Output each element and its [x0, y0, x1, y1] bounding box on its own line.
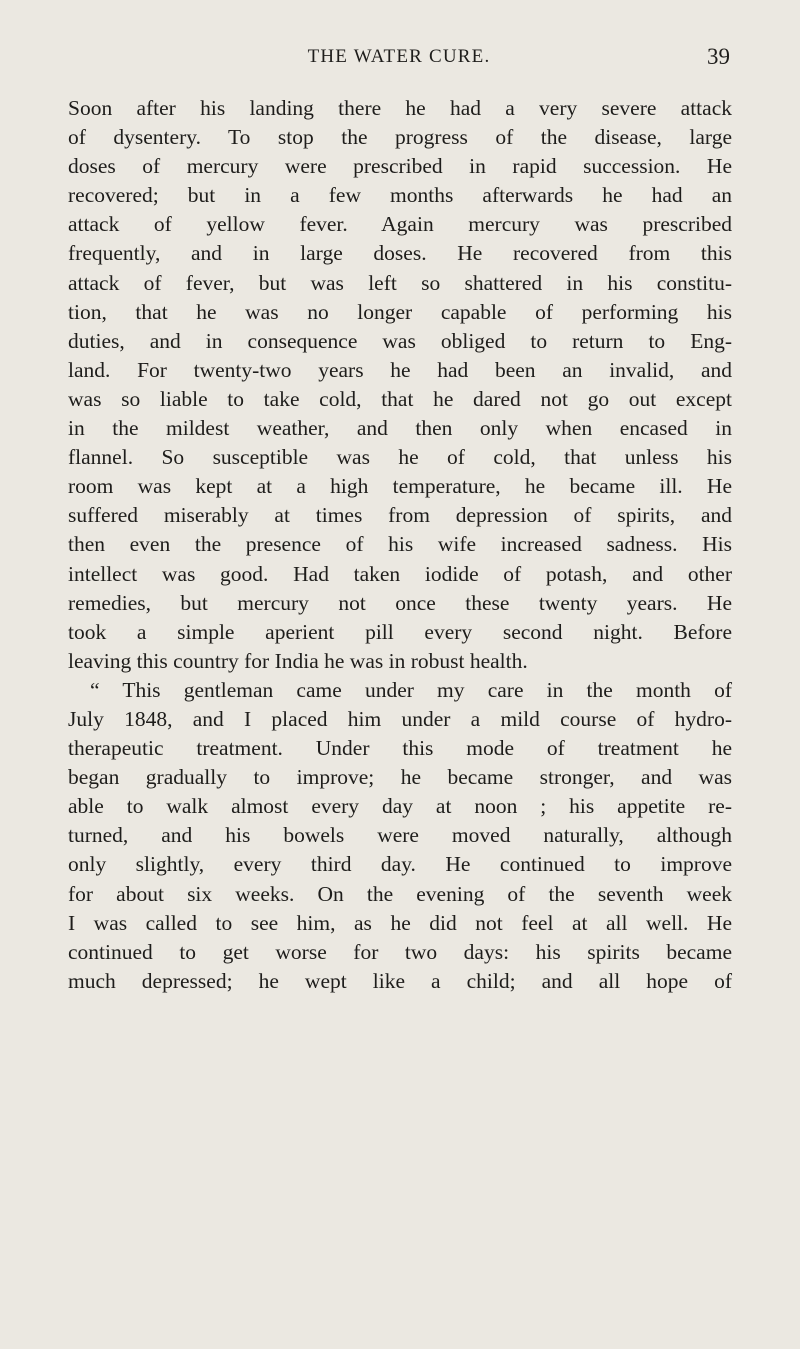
text-line: duties, and in consequence was obliged to return to Eng- [68, 328, 732, 353]
text-line: recovered; but in a few months afterwards he had an [68, 183, 732, 208]
text-line: “ This gentleman came under my care in the month of [90, 677, 732, 702]
text-line: tion, that he was no longer capable of performing his [68, 299, 732, 324]
text-line: flannel. So susceptible was he of cold, that unless his [68, 445, 732, 470]
text-line: intellect was good. Had taken iodide of potash, and other [68, 561, 732, 586]
text-line: leaving this country for India he was in robust health. [68, 648, 528, 673]
text-line: turned, and his bowels were moved naturally, although [68, 823, 732, 848]
body-text [68, 94, 732, 996]
text-line: room was kept at a high temperature, he became ill. He [68, 474, 732, 499]
running-head [68, 46, 730, 76]
text-line: was so liable to take cold, that he dared not go out except [68, 386, 732, 411]
text-line: doses of mercury were prescribed in rapid succession. He [68, 154, 732, 179]
text-line: frequently, and in large doses. He recovered from this [68, 241, 732, 266]
text-line: then even the presence of his wife increased sadness. His [68, 532, 732, 557]
text-line: for about six weeks. On the evening of the seventh week [68, 881, 732, 906]
text-line: of dysentery. To stop the progress of the disease, large [68, 125, 732, 150]
text-line: able to walk almost every day at noon ; his appetite re- [68, 794, 732, 819]
text-line: Soon after his landing there he had a very severe attack [68, 96, 732, 120]
text-line: suffered miserably at times from depression of spirits, and [68, 503, 732, 528]
text-line: in the mildest weather, and then only when encased in [68, 416, 732, 441]
text-line: therapeutic treatment. Under this mode of treatment he [68, 736, 732, 761]
text-line: attack of fever, but was left so shattered in his constitu- [68, 270, 732, 295]
text-line: only slightly, every third day. He continued to improve [68, 852, 732, 877]
text-line: much depressed; he wept like a child; and all hope of [68, 968, 732, 993]
text-line: continued to get worse for two days: his spirits became [68, 939, 732, 964]
text-line: began gradually to improve; he became stronger, and was [68, 765, 732, 790]
text-line: land. For twenty-two years he had been an invalid, and [68, 357, 732, 382]
running-title: THE WATER CURE. [307, 46, 491, 67]
text-line: attack of yellow fever. Again mercury was prescribed [68, 212, 732, 237]
text-line: I was called to see him, as he did not feel at all well. He [68, 910, 732, 935]
page-number: 39 [707, 44, 730, 69]
text-line: remedies, but mercury not once these twenty years. He [68, 590, 732, 615]
text-line: July 1848, and I placed him under a mild course of hydro- [68, 706, 732, 731]
text-line: took a simple aperient pill every second night. Before [68, 619, 732, 644]
